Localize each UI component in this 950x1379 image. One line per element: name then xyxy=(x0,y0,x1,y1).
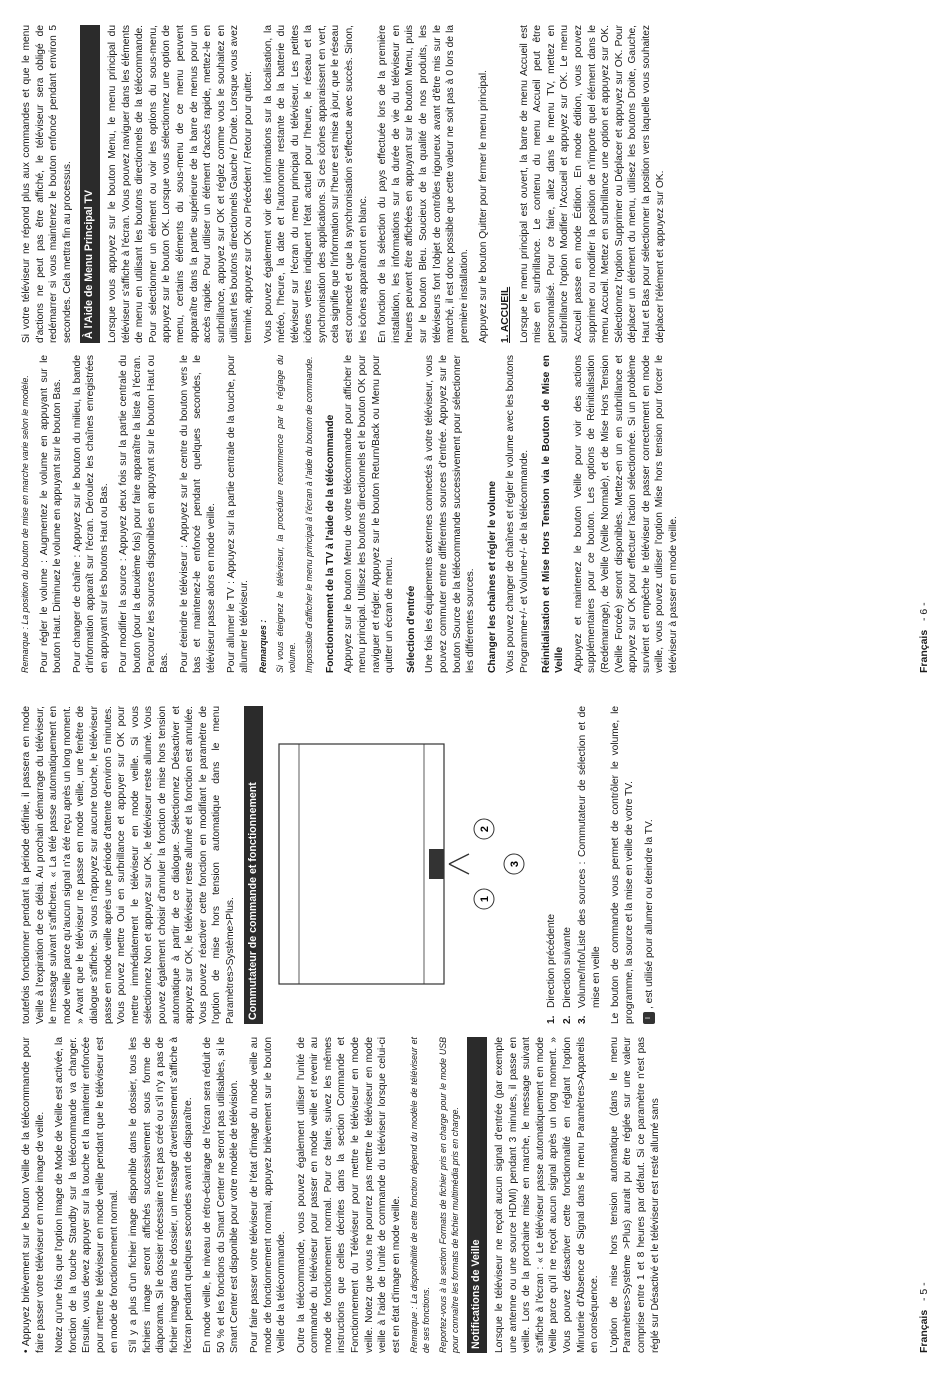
remark: Reportez-vous à la section Formats de fichier pris en charge pour le mode USB pour connaître les formats de fichier multimédia pris en charge. xyxy=(438,1037,460,1353)
section-header: Notifications de Veille xyxy=(467,1037,487,1353)
paragraph: Vous pouvez changer de chaînes et régler le volume avec les boutons Programme+/- et Volume+/- de la télécommande. xyxy=(505,355,530,673)
paragraph: Pour changer de chaîne : Appuyez sur le bouton du milieu, la bande d'information apparaît sur l'écran. Déroulez les chaînes enregistrées en appuyant sur les boutons Haut ou Bas. xyxy=(71,355,110,673)
tv-control-illustration xyxy=(269,706,539,1024)
list-item: 1. Direction précédente xyxy=(546,913,558,1024)
list-item: 3. Volume/Info/Liste des sources : Commutateur de sélection et de mise en veille xyxy=(577,706,602,1024)
paragraph: Pour faire passer votre téléviseur de l'état d'image du mode veille au mode de fonctionnement normal, appuyez brièvement sur le bouton Veille de la télécommande. xyxy=(248,1037,288,1353)
footer-language: Français xyxy=(918,629,930,673)
paragraph: S'il y a plus d'un fichier image disponible dans le dossier, tous les fichiers image seront affichés successivement sous forme de diaporama. Si le dossier nécessaire n'est pas créé ou s'il n'y a pas de fichier image dans le dossier, un message d'avertissement s'affiche à l'écran pendant quelques secondes avant de disparaître. xyxy=(128,1037,194,1353)
bullet-paragraph: • Appuyez brièvement sur le bouton Veille de la télécommande pour faire passer votre téléviseur en mode image de veille. xyxy=(21,1037,46,1353)
page-number: - 6 - xyxy=(918,602,930,622)
tv-back-panel xyxy=(279,744,444,984)
control-switch-diagram xyxy=(269,706,539,1024)
control-button xyxy=(429,849,444,879)
paragraph: Pour modifier la source : Appuyez deux fois sur la partie centrale du bouton (pour la deuxième fois) pour faire apparaître la liste à l'écran. Parcourez les sources disponibles en appuyant sur le bouton Haut ou Bas. xyxy=(118,355,171,673)
paragraph: toutefois fonctionner pendant la période définie, il passera en mode Veille à l'expiration de ce délai. Au prochain démarrage du téléviseur, le message suivant s'affichera. « La télé passe automatiquement en mode veille parce qu'aucun signal n'a été reçu après un long moment. » Avant que le téléviseur ne passe en mode veille, une fenêtre de dialogue s'affiche. Si vous n'appuyez sur aucune touche, le téléviseur passe en mode veille après une période d'attente d'environ 5 minutes. Vous pouvez mettre Oui en surbrillance et appuyer sur OK pour mettre immédiatement le téléviseur en mode veille. Si vous sélectionnez Non et appuyez sur OK, le téléviseur reste allumé. Vous pouvez également choisir d'annuler la fonction de mise hors tension automatique à partir de ce dialogue. Sélectionnez Désactiver et appuyez sur OK, le téléviseur reste allumé et la fonction est annulée. Vous pouvez réactiver cette fonction en modifiant le paramètre de l'option de mise hors tension automatique dans le menu Paramètres>Système>Plus. xyxy=(21,706,236,1024)
paragraph: Lorsque le téléviseur ne reçoit aucun signal d'entrée (par exemple une antenne ou une source HDMI) pendant 3 minutes, il passe en veille. Lors de la prochaine mise en marche, le message suivant s'affiche à l'écran : « Le téléviseur passe automatiquement en mode Veille parce qu'il ne reçoit aucun signal après un long moment. » Vous pouvez désactiver cette fonctionnalité en réglant l'option Minuterie d'Absence de Signal dans le menu Paramètres>Appareils en conséquence. xyxy=(494,1037,601,1353)
paragraph: Pour éteindre le téléviseur : Appuyez sur le centre du bouton vers le bas et maintenez-le enfoncé pendant quelques secondes, le téléviseur passe alors en mode veille. xyxy=(178,355,218,673)
paragraph: En mode veille, le niveau de rétro-éclairage de l'écran sera réduit de 50 % et les fonctions du Smart Center ne seront pas utilisables, si le Smart Center est disponible pour votre modèle de télévision. xyxy=(202,1037,241,1353)
callout-1-label: 1 xyxy=(479,895,492,903)
page5-column1 xyxy=(20,1037,668,1353)
remark: Impossible d'afficher le menu principal à l'écran à l'aide du bouton de commande. xyxy=(304,356,315,673)
page6-footer xyxy=(918,602,930,673)
paragraph: En fonction de la sélection du pays effectuée lors de la première installation, les informations sur la durée de vie du téléviseur en heures peuvent être affichées en appuyant sur le bouton Menu, puis sur le bouton Bleu. Soucieux de la qualité de nos produits, les téléviseurs font l'objet de contrôles rigoureux avant d'être mis sur le marché, il est donc possible que cette valeur ne soit pas à 0 lors de la première installation. xyxy=(377,25,470,343)
paragraph: Notez qu'une fois que l'option Image de Mode de Veille est activée, la fonction de la touche Standby sur la télécommande va changer. Ensuite, vous devez appuyer sur la touche et la maintenir enfoncée pour mettre le téléviseur en mode veille pendant que le téléviseur est en mode de fonctionnement normal. xyxy=(54,1037,120,1353)
paragraph: Pour régler le volume : Augmentez le volume en appuyant sur le bouton Haut. Diminuez le volume en appuyant sur le bouton Bas. xyxy=(38,355,64,673)
remark: Remarque : La disponibilité de cette fonction dépend du modèle de téléviseur et de ses fonctions. xyxy=(409,1037,431,1353)
subheading: Réinitialisation et Mise Hors Tension via le Bouton de Mise en Veille xyxy=(540,355,566,673)
subheading: Fonctionnement de la TV à l'aide de la télécommande xyxy=(324,414,336,673)
power-button-icon: I xyxy=(643,1012,655,1024)
paragraph: L'option de mise hors tension automatique (dans le menu Paramètres>Système >Plus) aurait pu être réglée sur une valeur comprise entre 1 et 8 heures par défaut. Si ce paramètre n'est pas réglé sur Désactivé et le téléviseur est resté allumé sans xyxy=(608,1037,661,1353)
numbered-list xyxy=(545,706,603,1024)
list-item: 2. Direction suivante xyxy=(561,927,573,1024)
power-note: I, est utilisé pour allumer ou éteindre la TV. xyxy=(643,706,657,1024)
paragraph: Si votre téléviseur ne répond plus aux commandes et que le menu d'actions ne peut pas être affiché, le téléviseur sera obligé de redémarrer si vous maintenez le bouton enfoncé pendant environ 5 secondes. Cela mettra fin au processus. xyxy=(21,25,73,343)
page6-column1 xyxy=(20,355,686,673)
page5-footer xyxy=(918,1282,930,1353)
remark: Si vous éteignez le téléviseur, la procédure recommence par le réglage du volume. xyxy=(275,355,297,673)
page6-column2 xyxy=(20,25,673,343)
callout-2-label: 2 xyxy=(479,825,492,833)
callout-3-label: 3 xyxy=(509,860,522,868)
section-header: À l'Aide de Menu Principal TV xyxy=(80,25,100,343)
subheading: Sélection d'entrée xyxy=(405,585,417,673)
page-number: - 5 - xyxy=(918,1282,930,1302)
paragraph: Outre la télécommande, vous pouvez également utiliser l'unité de commande du téléviseur pour passer en mode veille et revenir au mode de fonctionnement normal. Pour ce faire, suivez les mêmes instructions que celles décrites dans la section Commande et Fonctionnement du Téléviseur pour mettre le téléviseur en mode veille. Notez que vous ne pourrez pas mettre le téléviseur en mode veille à l'aide de l'unité de commande du téléviseur lorsque celui-ci est en état d'image en mode veille. xyxy=(295,1037,402,1353)
subheading: Changer les chaînes et régler le volume xyxy=(486,481,498,673)
paragraph: Appuyez et maintenez le bouton Veille pour voir des actions supplémentaires pour ce bouton. Les options de Réinitialisation (Redémarrage), de Veille (Veille Normale), et de Mise Hors Tension (Veille Forcée) seront disponibles. Mettez-en un en surbrillance et appuyez sur OK pour effectuer l'action sélectionnée. Si un problème survient et empêche le téléviseur de passer correctement en mode veille, vous pouvez utiliser l'option Mise hors tension pour forcer le téléviseur à passer en mode veille. xyxy=(572,355,679,673)
footer-language: Français xyxy=(918,1309,930,1353)
paragraph: Appuyez sur le bouton Quitter pour fermer le menu principal. xyxy=(478,70,490,343)
paragraph: Lorsque vous appuyez sur le bouton Menu, le menu principal du téléviseur s'affiche à l'écran. Vous pouvez naviguer dans les éléments de menu en utilisant les boutons directionnels de la télécommande. Pour sélectionner un élément ou voir les options du sous-menu, appuyez sur le bouton OK. Lorsque vous sélectionnez une option de menu, certains éléments du sous-menu de ce menu peuvent apparaître dans la partie supérieure de la barre de menus pour un accès rapide. Pour utiliser un élément d'accès rapide, mettez-le en surbrillance, appuyez sur OK et réglez comme vous le souhaitez en utilisant les boutons directionnels Gauche / Droite. Lorsque vous avez terminé, appuyez sur OK ou Précédent / Retour pour quitter. xyxy=(106,25,254,343)
paragraph: Lorsque le menu principal est ouvert, la barre de menu Accueil est mise en surbrillance. Le contenu du menu Accueil peut être personnalisé. Pour ce faire, allez dans le menu TV, mettez en surbrillance l'option Modifier l'Accueil et appuyez sur OK. Le menu Accueil passe en mode Édition. En mode édition, vous pouvez supprimer ou modifier la position de n'importe quel élément dans le menu Accueil. Mettez en surbrillance une option et appuyez sur OK. Sélectionnez l'option Supprimer ou Déplacer et appuyez sur OK. Pour déplacer un élément du menu, utilisez les boutons Droite, Gauche, Haut et Bas pour sélectionner la position vers laquelle vous souhaitez déplacer l'élément et appuyez sur OK. xyxy=(518,25,666,343)
paragraph: Pour allumer le TV : Appuyez sur la partie centrale de la touche, pour allumer le téléviseur. xyxy=(225,355,251,673)
paragraph: Vous pouvez également voir des informations sur la localisation, la météo, l'heure, la date et l'autonomie restante de la batterie du téléviseur sur l'écran du menu principal du téléviseur. Les petites icônes vertes indiquent l'état actuel pour l'heure, le réseau et la synchronisation des applications. Si ces icônes apparaissent en vert, cela signifie que l'information sur l'heure est mise à jour, que le réseau est connecté et que la synchronisation s'effectue avec succès. Sinon, les icônes apparaîtront en blanc. xyxy=(262,25,369,343)
subheading: 1. ACCUEIL xyxy=(500,286,511,343)
arrow-icon xyxy=(449,854,469,874)
paragraph: Le bouton de commande vous permet de contrôler le volume, le programme, la source et la mise en veille de votre TV. xyxy=(610,706,636,1024)
remark-title: Remarques : xyxy=(257,619,268,673)
paragraph: Une fois les équipements externes connectés à votre téléviseur, vous pouvez commuter entre différentes sources d'entrée. Appuyez sur le bouton Source de la télécommande successivement pour sélectionner les différentes sources. xyxy=(424,355,477,673)
remark: Remarque : La position du bouton de mise en marche varie selon le modèle. xyxy=(20,375,30,673)
section-header: Commutateur de commande et fonctionnement xyxy=(244,706,264,1024)
page5-column2 xyxy=(20,706,662,1024)
paragraph: Appuyez sur le bouton Menu de votre télécommande pour afficher le menu principal. Utilisez les boutons directionnels et le bouton OK pour naviguer et régler. Appuyez sur le bouton Return/Back ou Menu pour quitter un écran de menu. xyxy=(343,355,396,673)
